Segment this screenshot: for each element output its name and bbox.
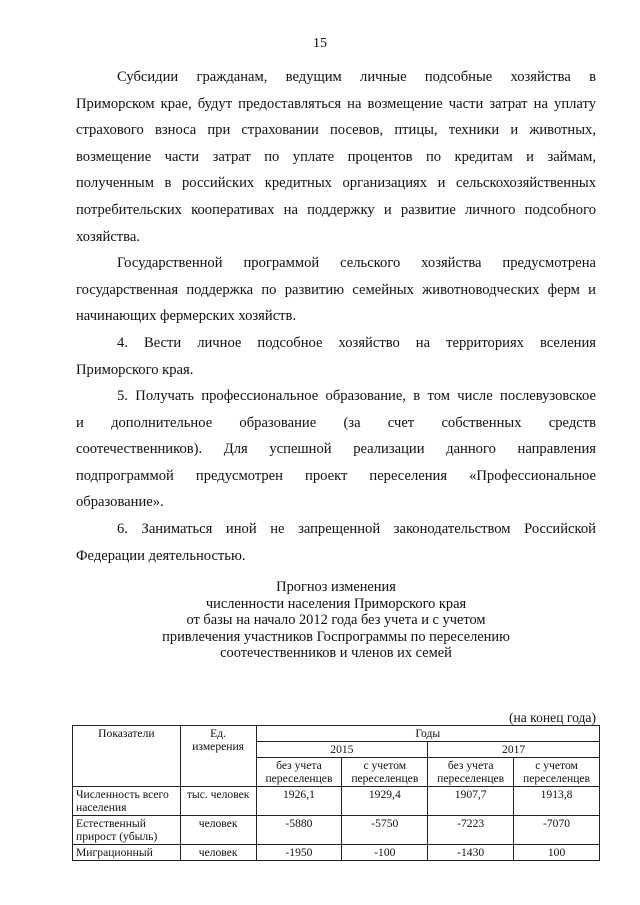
paragraph-state-program [76,250,596,330]
unit-note: (на конец года) [508,710,596,725]
header-without-migrants: без учета переселенцев [428,758,514,787]
header-with-migrants: с учетом переселенцев [514,758,600,787]
paragraph-item-4 [76,330,596,383]
row-value: -7070 [514,816,600,845]
text-line: Государственной программой сельского хозяйства предусмотрена [117,255,596,271]
text-line: Субсидии гражданам, ведущим личные подсобные хозяйства в [117,69,596,85]
text-line: образование». [76,494,164,511]
table-title-line: привлечения участников Госпрограммы по переселению [162,628,510,645]
row-indicator: Численность всего населения [73,787,181,816]
header-unit: Ед. измерения [180,726,256,787]
text-line: государственная поддержка по развитию семейных животноводческих ферм и [76,281,596,298]
text-line: начинающих фермерских хозяйств. [76,308,297,325]
row-unit: тыс. человек [180,787,256,816]
text-line: 5. Получать профессиональное образование, в том числе послевузовское [117,388,596,404]
table-header-row [73,726,600,742]
row-indicator: Естественный прирост (убыль) [73,816,181,845]
text-line: Приморского края. [76,361,194,378]
paragraph-item-6 [76,516,596,569]
row-value: 1907,7 [428,787,514,816]
row-unit: человек [180,845,256,861]
table-title-line: численности населения Приморского края [205,595,467,612]
row-value: -5750 [342,816,428,845]
row-value: -100 [342,845,428,861]
text-line: хозяйства. [76,228,141,245]
row-value: -1950 [256,845,342,861]
text-line: соотечественников). Для успешной реализации данного направления [76,441,596,458]
row-value: 1926,1 [256,787,342,816]
paragraph-subsidies [76,64,596,250]
text-line: потребительских кооперативах на поддержку и развитие личного подсобного [76,201,596,218]
text-line: полученным в российских кредитных организациях и сельскохозяйственных [76,175,596,192]
table-row [73,787,600,816]
header-year-2017: 2017 [428,742,600,758]
page-number: 15 [313,36,327,51]
table-row [73,816,600,845]
text-line: 4. Вести личное подсобное хозяйство на территориях вселения [117,335,596,351]
row-value: 100 [514,845,600,861]
table-row [73,845,600,861]
row-value: -7223 [428,816,514,845]
header-indicator: Показатели [73,726,181,787]
text-line: 6. Заниматься иной не запрещенной законодательством Российской [117,521,596,537]
header-without-migrants: без учета переселенцев [256,758,342,787]
text-line: страхового взноса при страховании посевов, птицы, техники и животных, [76,122,596,139]
table-title-line: Прогноз изменения [276,579,396,595]
text-line: Приморском крае, будут предоставляться на возмещение части затрат на уплату [76,95,596,112]
paragraph-item-5 [76,383,596,516]
text-line: и дополнительное образование (за счет собственных средств [76,414,596,431]
header-year-2015: 2015 [256,742,428,758]
table-title-line: соотечественников и членов их семей [220,645,452,662]
table-title-line: от базы на начало 2012 года без учета и с учетом [186,612,486,629]
forecast-table [72,725,600,861]
row-value: -5880 [256,816,342,845]
table-title [76,579,596,662]
row-value: 1913,8 [514,787,600,816]
text-line: Федерации деятельностью. [76,547,246,564]
text-line: подпрограммой предусмотрен проект переселения «Профессиональное [76,467,596,484]
row-value: -1430 [428,845,514,861]
row-value: 1929,4 [342,787,428,816]
header-with-migrants: с учетом переселенцев [342,758,428,787]
row-indicator: Миграционный [73,845,181,861]
text-line: возмещение части затрат по уплате процентов по кредитам и займам, [76,148,596,165]
header-years: Годы [256,726,599,742]
row-unit: человек [180,816,256,845]
